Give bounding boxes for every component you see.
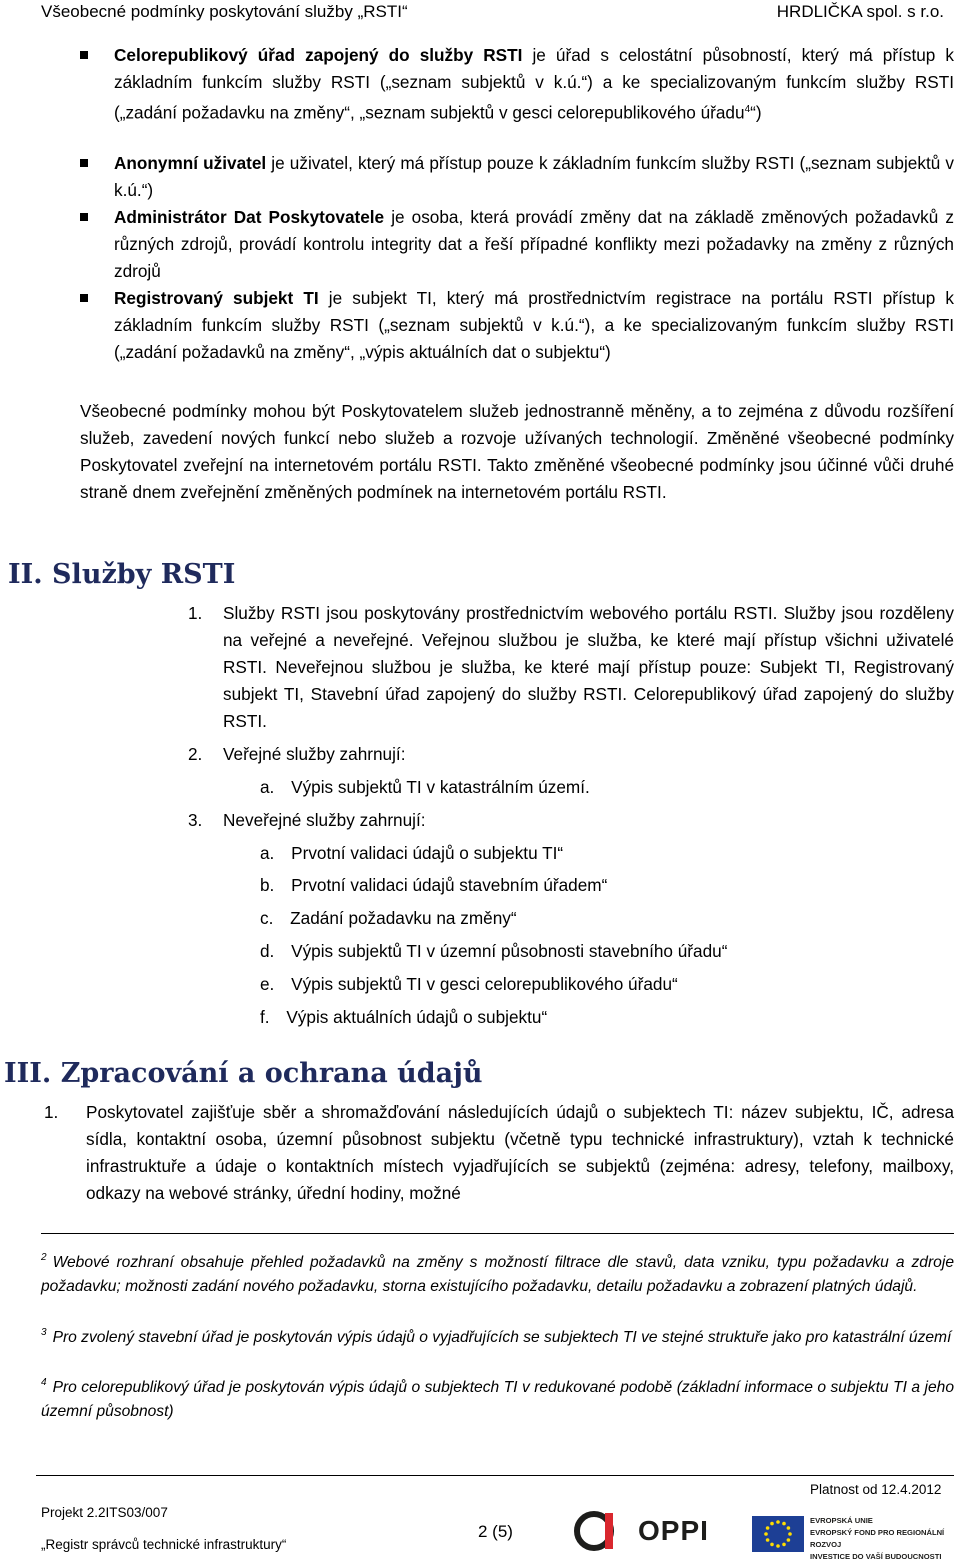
sub-item-letter: b. bbox=[260, 875, 275, 895]
footnote-ref: 4 bbox=[744, 104, 751, 115]
footnote-text: Pro zvolený stavební úřad je poskytován výpis údajů o vyjadřujících se subjektech TI ve stejné struktuře jako pro katastrální území bbox=[52, 1329, 952, 1346]
bullet-text: je osoba, která provádí změny dat na základě změnových požadavků z různých zdrojů, provádí kontrolu integrity dat a řeší případné konflikty mezi požadavky na změny z různých zdrojů bbox=[114, 207, 954, 281]
item-text: Poskytovatel zajišťuje sběr a shromažďování následujících údajů o subjektech TI: název subjektu, IČ, adresa sídla, kontaktní osoba, územní působnost subjektu (včetně typu technické infrastruktury), vztah k technické infrastruktuře a údaje o kontaktních místech vyjadřujících se subjektů (zejména: adresy, telefony, mailboxy, odkazy na webové stránky, úřední hodiny, možné bbox=[86, 1102, 954, 1203]
sub-item-letter: c. bbox=[260, 908, 274, 928]
sub-item-text: Prvotní validaci údajů stavebním úřadem“ bbox=[291, 875, 608, 895]
item-text: Služby RSTI jsou poskytovány prostřednictvím webového portálu RSTI. Služby jsou rozděleny na veřejné a neveřejné. Veřejnou službou je služba, ke které mají přístup všichni uživatelé RSTI. Neveřejnou službou je služba, ke které mají přístup pouze: Subjekt TI, Registrovaný subjekt TI, Stavební úřad zapojený do služby RSTI. Celorepublikový úřad zapojený do služby RSTI. bbox=[223, 603, 954, 731]
sub-item-letter: d. bbox=[260, 941, 275, 961]
item-number: 3. bbox=[188, 810, 203, 830]
oppi-text: OPPI bbox=[638, 1515, 709, 1546]
sub-item bbox=[260, 774, 590, 801]
terms-change-paragraph: Všeobecné podmínky mohou být Poskytovatelem služeb jednostranně měněny, a to zejména z důvodu rozšíření služeb, zavedení nových funkcí nebo služeb a rozvoje užívaných technologií. Změněné všeobecné podmínky Poskytovatel zveřejní na internetovém portálu RSTI. Takto změněné všeobecné podmínky jsou účinné vůči druhé straně dnem zveřejnění změněných podmínek na internetovém portálu RSTI. bbox=[80, 401, 954, 502]
numbered-item bbox=[188, 600, 954, 735]
eu-caption-line: INVESTICE DO VAŠÍ BUDOUCNOSTI bbox=[810, 1552, 942, 1561]
bullet-item bbox=[76, 42, 954, 127]
footnote-number: 2 bbox=[41, 1252, 47, 1263]
sub-item-letter: a. bbox=[260, 843, 275, 863]
numbered-item bbox=[188, 807, 954, 834]
footnote bbox=[41, 1371, 954, 1424]
sub-item-text: Prvotní validaci údajů o subjektu TI“ bbox=[291, 843, 564, 863]
footnote-text: Pro celorepublikový úřad je poskytován výpis údajů o subjektech TI v redukované podobě (základní informace o subjektu TI a jeho územní působnost) bbox=[41, 1379, 954, 1420]
sub-item bbox=[260, 971, 678, 998]
item-text: Neveřejné služby zahrnují: bbox=[223, 810, 426, 830]
bullet-square-icon bbox=[80, 159, 88, 167]
footnote-separator bbox=[41, 1233, 954, 1234]
bullet-text-end: “) bbox=[750, 102, 762, 123]
header-title: Všeobecné podmínky poskytování služby „RSTI“ bbox=[41, 2, 408, 21]
item-number: 2. bbox=[188, 744, 203, 764]
eu-flag-icon bbox=[752, 1516, 804, 1552]
bullet-term: Anonymní uživatel bbox=[114, 153, 267, 173]
item-number: 1. bbox=[188, 603, 203, 623]
footnote bbox=[41, 1246, 954, 1299]
section-heading-services: II. Služby RSTI bbox=[8, 559, 236, 590]
sub-item-text: Výpis subjektů TI v katastrálním území. bbox=[291, 777, 590, 797]
numbered-item bbox=[188, 741, 954, 768]
page-number: 2 (5) bbox=[478, 1522, 513, 1541]
bullet-square-icon bbox=[80, 51, 88, 59]
project-number: Projekt 2.2ITS03/007 bbox=[41, 1505, 168, 1520]
numbered-item bbox=[44, 1099, 954, 1207]
sub-item-text: Zadání požadavku na změny“ bbox=[290, 908, 517, 928]
bullet-square-icon bbox=[80, 213, 88, 221]
sub-item bbox=[260, 905, 517, 932]
bullet-item bbox=[76, 285, 954, 366]
bullet-term: Administrátor Dat Poskytovatele bbox=[114, 207, 385, 227]
sub-item bbox=[260, 872, 607, 899]
oppi-emblem-icon bbox=[574, 1507, 622, 1555]
header-company: HRDLIČKA spol. s r.o. bbox=[776, 2, 944, 21]
footnote bbox=[41, 1321, 954, 1350]
sub-item bbox=[260, 1004, 547, 1031]
bullet-square-icon bbox=[80, 294, 88, 302]
sub-item-letter: e. bbox=[260, 974, 275, 994]
footnote-text: Webové rozhraní obsahuje přehled požadavků na změny s možností filtrace dle stavů, data vzniku, typu požadavku a zdroje požadavku; možnosti zadání nového požadavku, storna existujícího požadavku, detailu požadavku a zobrazení platných údajů. bbox=[41, 1254, 954, 1295]
bullet-item bbox=[76, 204, 954, 285]
sub-item-text: Výpis aktuálních údajů o subjektu“ bbox=[286, 1007, 548, 1027]
bullet-term: Registrovaný subjekt TI bbox=[114, 288, 319, 308]
eu-caption bbox=[810, 1515, 960, 1563]
footer-separator bbox=[36, 1475, 954, 1476]
bullet-item bbox=[76, 150, 954, 204]
footnote-number: 4 bbox=[41, 1377, 47, 1388]
sub-item-letter: a. bbox=[260, 777, 275, 797]
eu-caption-line: EVROPSKÝ FOND PRO REGIONÁLNÍ ROZVOJ bbox=[810, 1528, 945, 1549]
bullet-text: je úřad s celostátní působností, který má přístup k základním funkcím služby RSTI („seznam subjektů v k.ú.“) a ke specializovaným funkcím služby RSTI („zadání požadavku na změny“, „seznam subjektů v gesci celorepublikového úřadu bbox=[114, 45, 954, 123]
sub-item-letter: f. bbox=[260, 1007, 270, 1027]
document-title: „Registr správců technické infrastruktury“ bbox=[41, 1537, 287, 1552]
item-number: 1. bbox=[44, 1102, 59, 1122]
section-heading-data-protection: III. Zpracování a ochrana údajů bbox=[4, 1058, 483, 1089]
sub-item bbox=[260, 840, 563, 867]
eu-caption-line: EVROPSKÁ UNIE bbox=[810, 1516, 873, 1525]
oppi-logo bbox=[574, 1506, 709, 1556]
footnote-number: 3 bbox=[41, 1327, 47, 1338]
validity-date: Platnost od 12.4.2012 bbox=[810, 1482, 942, 1497]
sub-item-text: Výpis subjektů TI v územní působnosti stavebního úřadu“ bbox=[291, 941, 728, 961]
bullet-text: je subjekt TI, který má prostřednictvím registrace na portálu RSTI přístup k základním funkcím služby RSTI („seznam subjektů v k.ú.“), a ke specializovaným funkcím služby RSTI („zadání požadavků na změny“, „výpis aktuálních dat o subjektu“) bbox=[114, 288, 955, 362]
bullet-term: Celorepublikový úřad zapojený do služby RSTI bbox=[114, 45, 523, 65]
item-text: Veřejné služby zahrnují: bbox=[223, 744, 406, 764]
bullet-text: je uživatel, který má přístup pouze k základním funkcím služby RSTI („seznam subjektů v k.ú.“) bbox=[114, 153, 954, 200]
sub-item bbox=[260, 938, 727, 965]
sub-item-text: Výpis subjektů TI v gesci celorepublikového úřadu“ bbox=[291, 974, 678, 994]
